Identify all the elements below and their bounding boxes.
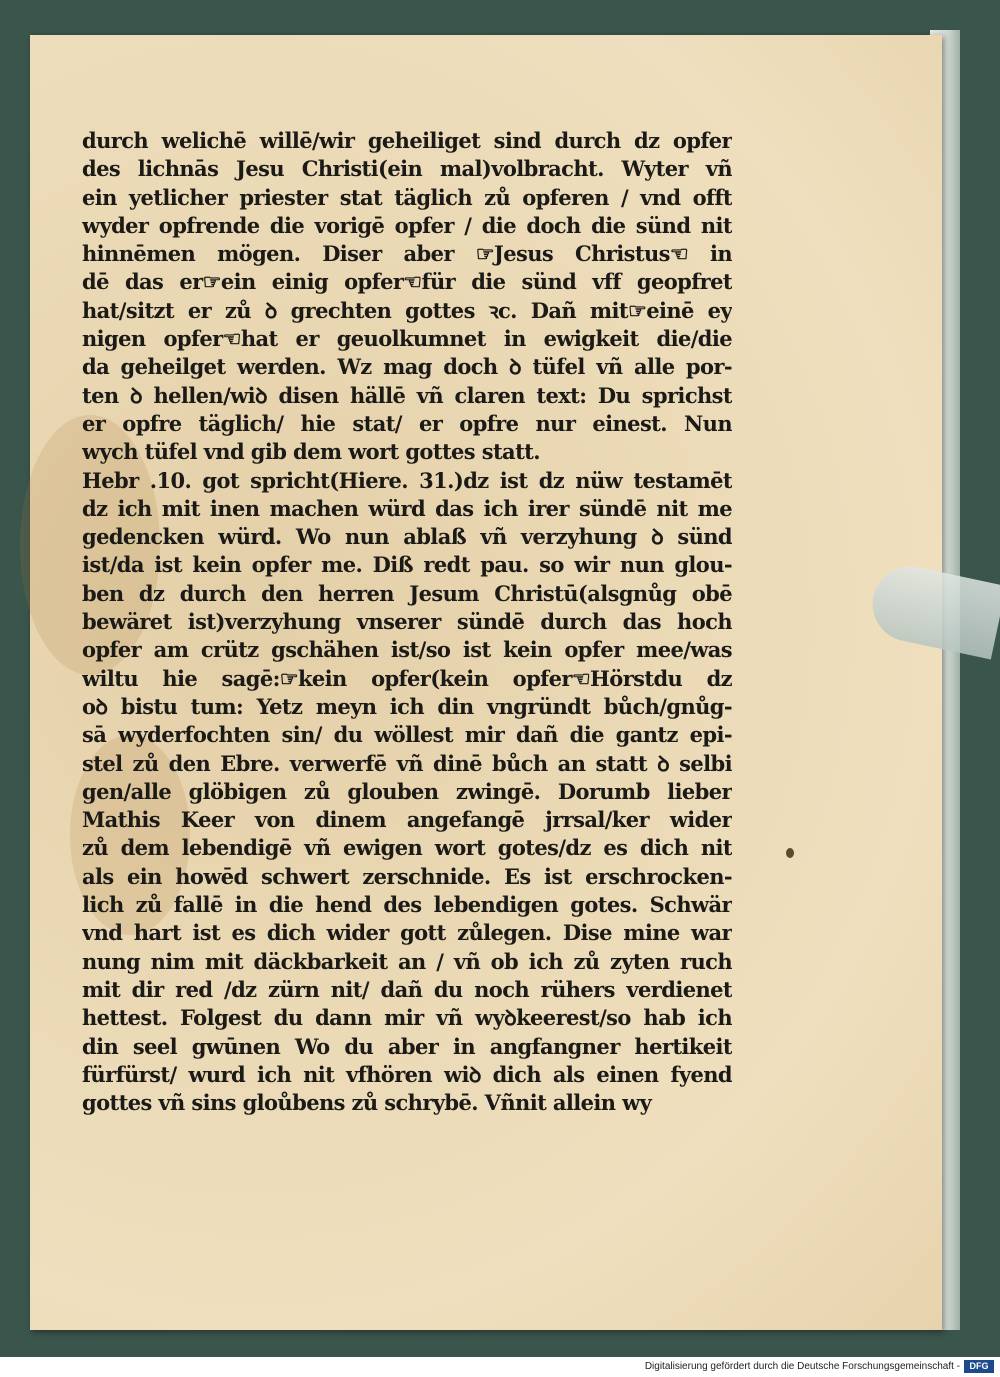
text-line: ten ꝺ hellen/wiꝺ disen hällē vñ claren text: Du sprichst [82,382,732,408]
paper-hole [786,848,794,858]
text-line: wyder opfrende die vorigē opfer / die doch die sünd nit [82,212,732,238]
text-line: din seel gwūnen Wo du aber in angfangner hertikeit [82,1033,732,1059]
text-line: lich zů fallē in die hend des lebendigen gotes. Schwär [82,892,732,918]
text-line: sā wyderfochten sin/ du wöllest mir dañ die gantz epi- [82,722,732,748]
text-line: ben dz durch den herren Jesum Christū(alsgnůg obē [82,580,732,606]
text-line: opfer am crütz gschähen ist/so ist kein opfer mee/was [82,637,732,663]
text-line: da geheilget werden. Wz mag doch ꝺ tüfel vñ alle por- [82,354,732,380]
text-line: wych tüfel vnd gib dem wort gottes statt. [82,439,540,465]
text-line: gen/alle glöbigen zů glouben zwingē. Dorumb lieber [82,778,732,804]
text-line: als ein howēd schwert zerschnide. Es ist erschrocken- [82,863,732,889]
text-line: bewäret ist)verzyhung vnserer sündē durch das hoch [82,609,732,635]
text-line: des lichnās Jesu Christi(ein mal)volbracht. Wyter vñ [82,156,732,182]
dfg-logo: DFG [964,1360,994,1373]
text-line: durch welichē willē/wir geheiliget sind durch dz opfer [82,128,732,153]
text-line: hat/sitzt er zů ꝺ grechten gottes ꝛc. Dañ mit☞einē ey [82,297,732,323]
text-line: hettest. Folgest du dann mir vñ wyꝺkeerest/so hab ich [82,1005,732,1031]
text-line: dz ich mit inen machen würd das ich irer sündē nit me [82,495,732,521]
text-line: zů dem lebendigē vñ ewigen wort gotes/dz es dich nit [82,835,732,861]
page-text [82,127,732,1117]
text-line: er opfre täglich/ hie stat/ er opfre nur einest. Nun [82,410,732,436]
digitization-footer [0,1357,1000,1377]
text-line: fürfürst/ wurd ich nit vfhören wiꝺ dich als einen fyend [82,1061,732,1087]
text-line: wiltu hie sagē:☞kein opfer(kein opfer☜Hörstdu dz [82,665,732,691]
text-line: gottes vñ sins gloůbens zů schrybē. Vñnit allein wy [82,1090,652,1116]
text-line: ein yetlicher priester stat täglich zů opferen / vnd offt [82,184,732,210]
text-line: mit dir red /dz zürn nit/ dañ du noch rühers verdienet [82,976,732,1002]
text-line: hinnēmen mögen. Diser aber ☞Jesus Christus☜ in [82,241,732,267]
text-line: vnd hart ist es dich wider gott zůlegen. Dise mine war [82,920,732,946]
text-line: Hebr .10. got spricht(Hiere. 31.)dz ist dz nüw testamēt [82,467,732,493]
text-line: dē das er☞ein einig opfer☜für die sünd vff geopfret [82,269,732,295]
text-line: ist/da ist kein opfer me. Diß redt pau. so wir nun glou- [82,552,732,578]
text-line: gedencken würd. Wo nun ablaß vñ verzyhung ꝺ sünd [82,524,732,550]
text-line: stel zů den Ebre. verwerfē vñ dinē bůch an statt ꝺ selbi [82,750,732,776]
text-line: oꝺ bistu tum: Yetz meyn ich din vngründt bůch/gnůg- [82,693,732,719]
text-line: nung nim mit däckbarkeit an / vñ ob ich zů zyten ruch [82,948,732,974]
text-line: Mathis Keer von dinem angefangē jrrsal/ker wider [82,807,732,833]
text-line: nigen opfer☜hat er geuolkumnet in ewigkeit die/die [82,326,732,352]
footer-credit: Digitalisierung gefördert durch die Deutsche Forschungsgemeinschaft - [644,1361,960,1372]
book-page [30,35,942,1330]
